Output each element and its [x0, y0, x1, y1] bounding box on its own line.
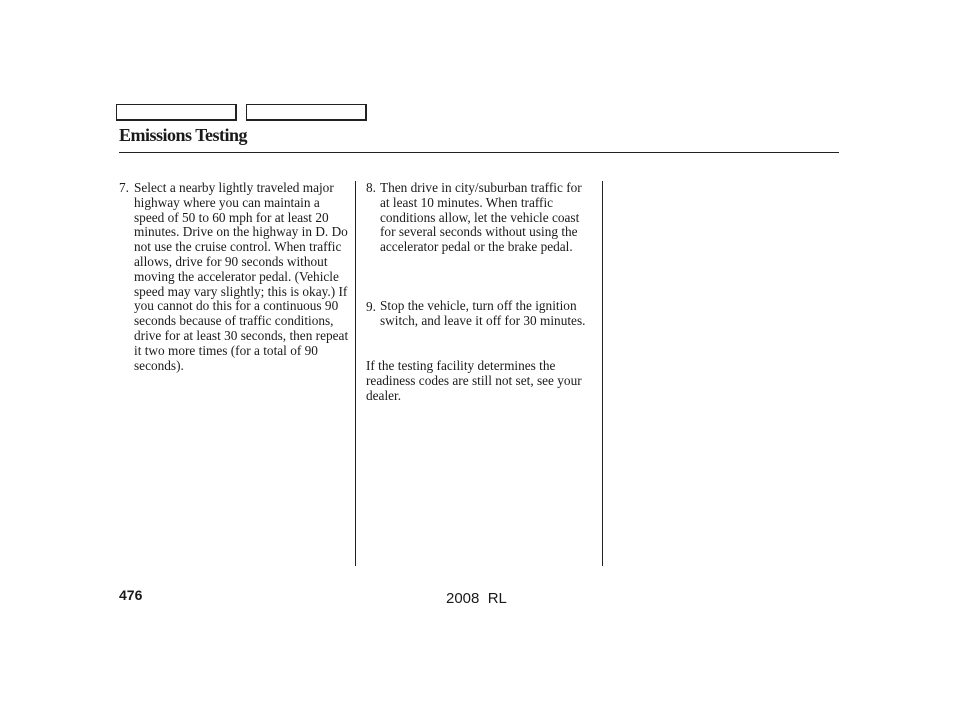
footer-model: 2008 RL: [446, 590, 507, 607]
nav-button-next[interactable]: [246, 104, 367, 121]
page-number: 476: [119, 587, 143, 603]
step-text: Then drive in city/suburban traffic for at least 10 minutes. When traffic conditions allow, let the vehicle coast for several seconds without using the accelerator pedal or the brake pedal.: [380, 180, 582, 255]
page-title: Emissions Testing: [119, 125, 248, 145]
step-7: [119, 181, 351, 373]
step-text: Select a nearby lightly traveled major highway where you can maintain a speed of 50 to 60 mph for at least 20 minutes. Drive on the highway in D. Do not use the cruise control. When traffic allows, drive for 90 seconds without moving the accelerator pedal. (Vehicle speed may vary slightly; this is okay.) If you cannot do this for a continuous 90 seconds because of traffic conditions, drive for at least 30 seconds, then repeat it two more times (for a total of 90 seconds).: [134, 180, 349, 373]
step-9: [366, 299, 592, 329]
column-divider-1: [355, 181, 356, 566]
title-divider: [119, 152, 839, 153]
step-number: 8.: [366, 180, 376, 195]
nav-button-previous[interactable]: [116, 104, 237, 121]
step-number: 7.: [119, 180, 129, 195]
dealer-note: If the testing facility determines the readiness codes are still not set, see your dealer.: [366, 358, 582, 403]
column-divider-2: [602, 181, 603, 566]
step-text: Stop the vehicle, turn off the ignition switch, and leave it off for 30 minutes.: [380, 298, 586, 328]
step-number: 9.: [366, 299, 376, 314]
step-8: [366, 181, 592, 255]
